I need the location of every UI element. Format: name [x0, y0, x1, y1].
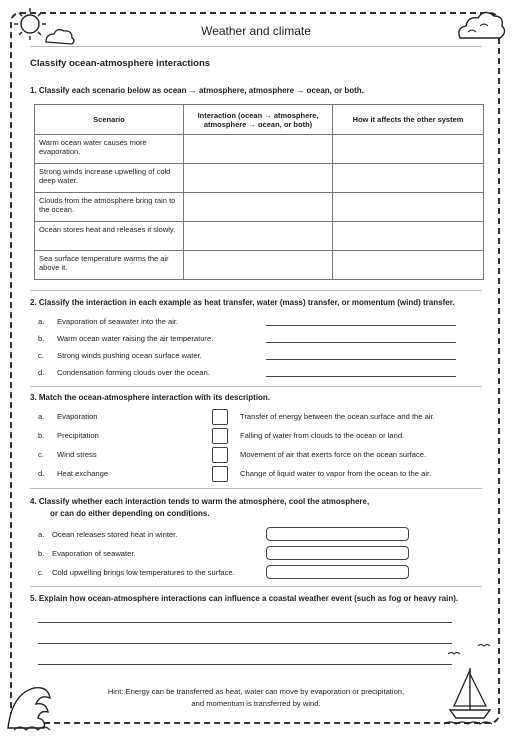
q4-item: Cold upwelling brings low temperatures to the surface.	[52, 568, 235, 577]
answer-line[interactable]	[266, 325, 456, 326]
section-divider	[30, 290, 482, 291]
match-box[interactable]	[212, 409, 228, 425]
item-letter: c.	[38, 568, 44, 577]
page-title: Weather and climate	[201, 24, 311, 38]
q3-term: Precipitation	[57, 431, 99, 440]
answer-cell[interactable]	[333, 135, 484, 164]
q2-item: Condensation forming clouds over the ocean.	[57, 368, 210, 377]
table-row	[35, 193, 484, 222]
match-box[interactable]	[212, 466, 228, 482]
answer-line[interactable]	[38, 643, 452, 644]
q4-prompt-line1: 4. Classify whether each interaction tends to warm the atmosphere, cool the atmosphere,	[30, 497, 370, 506]
answer-line[interactable]	[266, 342, 456, 343]
q3-description: Falling of water from clouds to the ocean or land.	[240, 431, 405, 440]
q3-description: Transfer of energy between the ocean surface and the air.	[240, 412, 435, 421]
answer-cell[interactable]	[184, 193, 333, 222]
scenario-cell: Ocean stores heat and releases it slowly.	[35, 222, 184, 251]
item-letter: a.	[38, 530, 45, 539]
match-box[interactable]	[212, 447, 228, 463]
answer-line[interactable]	[38, 664, 452, 665]
answer-line[interactable]	[266, 359, 456, 360]
item-letter: b.	[38, 549, 45, 558]
hint-line: and momentum is transferred by wind.	[191, 699, 321, 708]
answer-cell[interactable]	[184, 222, 333, 251]
scenario-cell: Clouds from the atmosphere bring rain to the ocean.	[35, 193, 184, 222]
table-row	[35, 135, 484, 164]
item-letter: d.	[38, 368, 45, 377]
table-row	[35, 251, 484, 280]
item-letter: b.	[38, 431, 45, 440]
q2-item: Evaporation of seawater into the air.	[57, 317, 179, 326]
answer-cell[interactable]	[184, 251, 333, 280]
answer-cell[interactable]	[333, 251, 484, 280]
scenario-cell: Sea surface temperature warms the air above it.	[35, 251, 184, 280]
q3-description: Change of liquid water to vapor from the ocean to the air.	[240, 469, 432, 478]
section-divider	[30, 586, 482, 587]
item-letter: a.	[38, 317, 45, 326]
match-box[interactable]	[212, 428, 228, 444]
answer-cell[interactable]	[333, 222, 484, 251]
q3-term: Evaporation	[57, 412, 98, 421]
q4-item: Ocean releases stored heat in winter.	[52, 530, 178, 539]
answer-line[interactable]	[266, 376, 456, 377]
q2-item: Strong winds pushing ocean surface water.	[57, 351, 202, 360]
q4-item: Evaporation of seawater.	[52, 549, 136, 558]
item-letter: a.	[38, 412, 45, 421]
table-header: Scenario	[35, 105, 184, 135]
item-letter: c.	[38, 351, 44, 360]
answer-cell[interactable]	[333, 164, 484, 193]
q3-description: Movement of air that exerts force on the ocean surface.	[240, 450, 427, 459]
table-header: How it affects the other system	[333, 105, 484, 135]
hint-line: Hint: Energy can be transferred as heat, water can move by evaporation or precipitation,	[107, 687, 405, 696]
section-heading: Classify ocean-atmosphere interactions	[30, 58, 211, 69]
q2-item: Warm ocean water raising the air temperature.	[57, 334, 214, 343]
q4-prompt-line2: or can do either depending on conditions.	[50, 509, 210, 518]
q2-prompt: 2. Classify the interaction in each example as heat transfer, water (mass) transfer, or momentum (wind) transfer.	[30, 298, 455, 307]
table-header: Interaction (ocean → atmosphere, atmosphere → ocean, or both)	[184, 105, 333, 135]
answer-cell[interactable]	[184, 164, 333, 193]
item-letter: b.	[38, 334, 45, 343]
q3-term: Wind stress	[57, 450, 97, 459]
answer-box[interactable]	[266, 565, 409, 579]
q1-prompt: 1. Classify each scenario below as ocean → atmosphere, atmosphere → ocean, or both.	[30, 86, 364, 95]
section-divider	[30, 488, 482, 489]
answer-line[interactable]	[38, 622, 452, 623]
answer-box[interactable]	[266, 527, 409, 541]
answer-cell[interactable]	[333, 193, 484, 222]
answer-cell[interactable]	[184, 135, 333, 164]
hint-text	[60, 686, 452, 710]
q5-prompt: 5. Explain how ocean-atmosphere interactions can influence a coastal weather event (such as fog or heavy rain).	[30, 594, 459, 603]
item-letter: c.	[38, 450, 44, 459]
table-row	[35, 164, 484, 193]
title-divider	[30, 46, 482, 47]
answer-box[interactable]	[266, 546, 409, 560]
q3-prompt: 3. Match the ocean-atmosphere interaction with its description.	[30, 393, 271, 402]
scenario-cell: Strong winds increase upwelling of cold deep water.	[35, 164, 184, 193]
item-letter: d.	[38, 469, 45, 478]
q1-table	[34, 104, 484, 280]
section-divider	[30, 386, 482, 387]
table-row	[35, 222, 484, 251]
wave-icon	[4, 668, 60, 732]
scenario-cell: Warm ocean water causes more evaporation.	[35, 135, 184, 164]
q3-term: Heat exchange	[57, 469, 109, 478]
